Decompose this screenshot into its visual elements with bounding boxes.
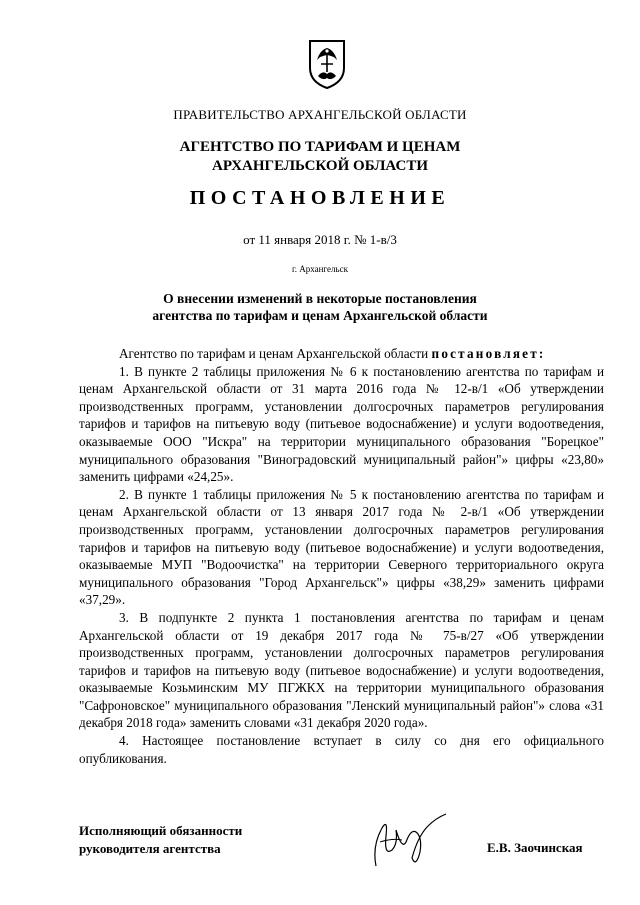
paragraph-2: 2. В пункте 1 таблицы приложения № 5 к постановлению агентства по тарифам и ценам Архангельской области от 13 января 2017 года № 2-в/1 «Об утверждении производственных программ, установлении долгосрочных параметров регулирования тарифов и тарифов на питьевую воду (питьевое водоснабжение) и услуги водоотведения, оказываемые МУП "Водоочистка" на территории Северного территориального округа муниципального образования "Город Архангельск"» цифры «38,29» заменить цифрами «37,29». xyxy=(79,486,604,608)
subject-line1: О внесении изменений в некоторые постановления xyxy=(163,291,477,306)
document-title: ПОСТАНОВЛЕНИЕ xyxy=(189,187,451,209)
signer-position-line1: Исполняющий обязанности xyxy=(79,823,243,838)
city: г. Архангельск xyxy=(292,264,348,274)
coat-of-arms-icon xyxy=(306,38,348,90)
preamble xyxy=(79,345,604,363)
resolves-word: постановляет: xyxy=(431,346,546,361)
document-subject xyxy=(0,290,640,324)
agency-name xyxy=(0,138,640,176)
signer-name: Е.В. Заочинская xyxy=(487,840,583,855)
handwritten-signature xyxy=(362,806,452,876)
government-name: ПРАВИТЕЛЬСТВО АРХАНГЕЛЬСКОЙ ОБЛАСТИ xyxy=(173,107,467,122)
paragraph-1: 1. В пункте 2 таблицы приложения № 6 к постановлению агентства по тарифам и ценам Архангельской области от 31 марта 2016 года № 12-в/1 «Об утверждении производственных программ, установлении долгосрочных параметров регулирования тарифов и тарифов на питьевую воду (питьевое водоснабжение) и услуги водоотведения, оказываемые ООО "Искра" на территории муниципального образования "Борецкое" муниципального образования "Виноградовский муниципальный район"» цифры «23,80» заменить цифрами «24,25». xyxy=(79,363,604,485)
preamble-text: Агентство по тарифам и ценам Архангельской области xyxy=(119,346,432,361)
signer-position xyxy=(79,822,242,858)
agency-name-line1: АГЕНТСТВО ПО ТАРИФАМ И ЦЕНАМ xyxy=(179,139,461,155)
subject-line2: агентства по тарифам и ценам Архангельской области xyxy=(152,308,488,323)
document-body xyxy=(79,345,604,767)
signer-position-line2: руководителя агентства xyxy=(79,841,221,856)
date-and-number: от 11 января 2018 г. № 1-в/3 xyxy=(243,232,397,247)
paragraph-4: 4. Настоящее постановление вступает в силу со дня его официального опубликования. xyxy=(79,733,604,766)
agency-name-line2: АРХАНГЕЛЬСКОЙ ОБЛАСТИ xyxy=(212,158,428,174)
paragraph-3: 3. В подпункте 2 пункта 1 постановления агентства по тарифам и ценам Архангельской области от 19 декабря 2017 года № 75-в/27 «Об утверждении производственных программ, установлении долгосрочных параметров регулирования тарифов и тарифов на питьевую воду (питьевое водоснабжение) и услуги водоотведения, оказываемые Козьминским МУ ПГЖКХ на территории муниципального образования "Сафроновское" муниципального образования "Ленский муниципальный район"» слова «31 декабря 2018 года» заменить словами «31 декабря 2020 года». xyxy=(79,609,604,731)
